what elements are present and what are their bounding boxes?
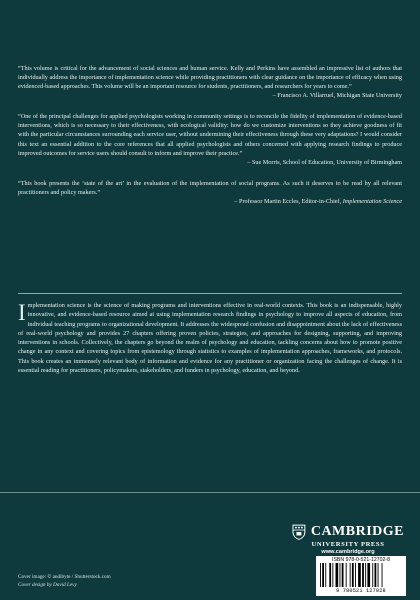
barcode-stripe bbox=[355, 563, 356, 587]
endorsement-attribution bbox=[18, 197, 402, 206]
endorsement-attribution: – Sue Morris, School of Education, University of Birmingham bbox=[247, 158, 402, 166]
barcode-number: 9 780521 127028 bbox=[336, 588, 386, 594]
barcode-stripe bbox=[332, 563, 333, 587]
isbn-label: ISBN 978-0-521-12702-8 bbox=[332, 557, 390, 563]
barcode-stripe bbox=[367, 563, 370, 587]
attribution-name: – Professor Martin Eccles, Editor-in-Chief, bbox=[234, 197, 343, 205]
publisher-url: www.cambridge.org bbox=[321, 549, 375, 555]
endorsement-text: “One of the principal challenges for applied psychologists working in community settings is to reconcile the fidelity of implementation of evidence-based interventions, which is so necessary to their effectiveness, with ecological validity: how do we customize interventions so they achieve goodness of fit with the particular circumstances surrounding each service user, without undermining their effectiveness through these very adaptations? I would consider this text an essential addition to the core references that all applied psychologists and others concerned with applying research findings to produce improved outcomes for service users should consult to inform and improve their practice.” bbox=[18, 113, 402, 157]
barcode-stripe bbox=[340, 563, 341, 587]
endorsement-3 bbox=[18, 179, 402, 206]
endorsement-text: “This volume is critical for the advancement of social sciences and human service. Kelly and Perkins have assembled an impressive list of authors that individually address the importance of implementation science while providing practitioners with clear guidance on the importance of efficacy when using evidenced-based approaches. This volume will be an important resource for students, practitioners, and researchers for years to come.” bbox=[18, 65, 402, 91]
barcode bbox=[316, 556, 406, 596]
barcode-stripe bbox=[320, 563, 321, 587]
barcode-stripe bbox=[329, 563, 331, 587]
barcode-stripe bbox=[352, 563, 354, 587]
cover-credits bbox=[18, 574, 111, 589]
publisher-name: CAMBRIDGE bbox=[310, 524, 404, 539]
design-credit: Cover design by David Levy bbox=[18, 581, 77, 588]
barcode-stripe bbox=[375, 563, 377, 587]
endorsement-1 bbox=[18, 64, 402, 100]
barcode-stripe bbox=[382, 563, 383, 587]
barcode-stripe bbox=[358, 563, 361, 587]
barcode-stripe bbox=[342, 563, 344, 587]
image-credit: Cover image: © andibyte / Shutterstock.com bbox=[18, 574, 111, 580]
drop-cap: I bbox=[18, 300, 26, 325]
book-summary bbox=[18, 301, 402, 375]
top-band bbox=[0, 0, 420, 40]
endorsement-attribution: – Francisco A. Villarruel, Michigan State University bbox=[272, 92, 402, 100]
cambridge-shield-icon bbox=[292, 524, 306, 540]
summary-text: mplementation science is the science of making programs and interventions effective in real-world contexts. This book is an indispensable, highly innovative, and evidence-based resource aimed at using implementation research findings in psychology to improve all aspects of education, from individual teaching programs to organizational development. It addresses the widespread confusion and disappointment about the lack of effectiveness of real-world psychology and provides 27 chapters offering proven policies, strategies, and approaches for designing, supporting, and improving interventions in schools. Collectively, the chapters go beyond the realm of psychology and education, tackling concerns about how to promote positive change in any context and covering topics from epistemology through statistics to examples of implementation approaches, frameworks, and protocols. This book creates an immensely relevant body of information and evidence for any practitioner or organization facing the challenges of change. It is essential reading for practitioners, policymakers, stakeholders, and funders in psychology, education, and beyond. bbox=[18, 302, 402, 375]
barcode-stripe bbox=[346, 563, 347, 587]
barcode-stripe bbox=[365, 563, 366, 587]
barcode-stripe bbox=[350, 563, 351, 587]
barcode-stripe bbox=[322, 563, 324, 587]
barcode-bars bbox=[320, 563, 402, 587]
section-divider bbox=[18, 293, 402, 294]
journal-title: Implementation Science bbox=[342, 197, 402, 205]
barcode-stripe bbox=[325, 563, 326, 587]
endorsement-text: “This book presents the ‘state of the art’ in the evaluation of the implementation of social programs. As such it deserves to be read by all relevant practitioners and policy makers.” bbox=[18, 179, 402, 196]
barcode-stripe bbox=[378, 563, 379, 587]
endorsements bbox=[18, 64, 402, 216]
endorsement-2 bbox=[18, 112, 402, 166]
barcode-stripe bbox=[372, 563, 373, 587]
footer-divider bbox=[0, 492, 420, 493]
barcode-stripe bbox=[336, 563, 339, 587]
publisher-subtitle: UNIVERSITY PRESS bbox=[311, 541, 385, 548]
barcode-stripe bbox=[362, 563, 364, 587]
publisher-logo bbox=[292, 524, 404, 555]
